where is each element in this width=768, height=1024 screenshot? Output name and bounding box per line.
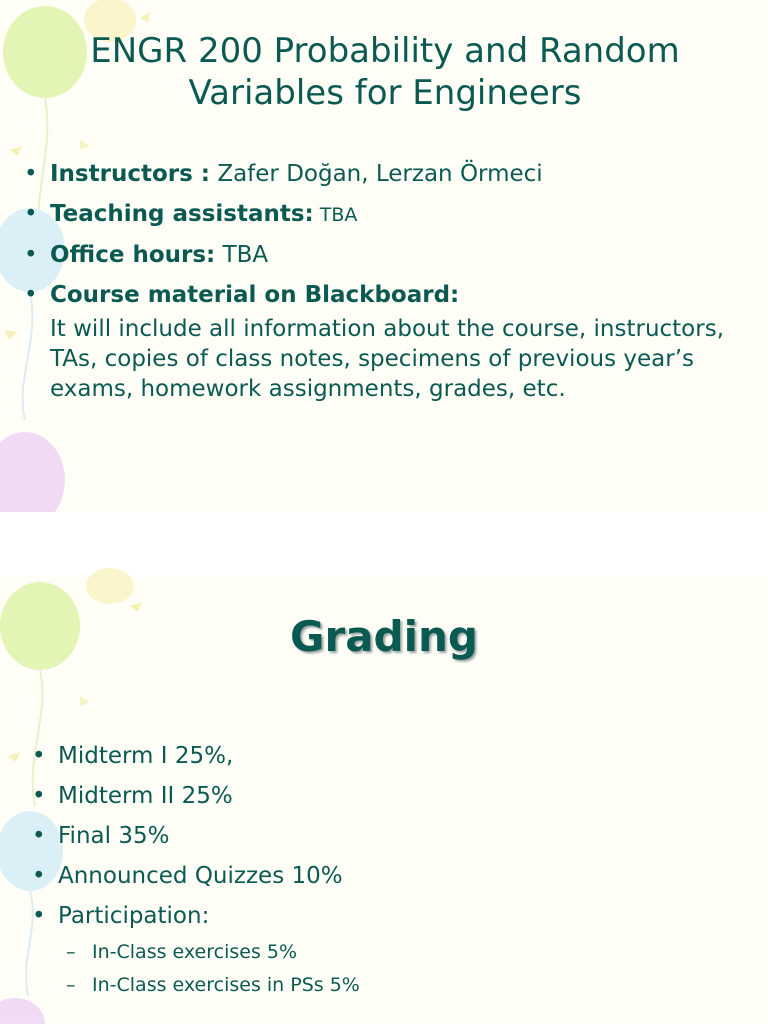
participation-label: Participation:	[58, 903, 210, 929]
sub-list-item: – In-Class exercises in PSs 5%	[58, 969, 730, 1002]
grading-list	[30, 736, 730, 1002]
list-item-instructors	[22, 154, 742, 194]
list-item-course-material	[22, 275, 742, 315]
instructors-value: Zafer Doğan, Lerzan Örmeci	[210, 161, 543, 187]
participation-sublist	[58, 936, 730, 1002]
list-item-office-hours	[22, 235, 742, 275]
course-material-label: Course material on Blackboard:	[50, 282, 460, 308]
slide-separator	[0, 512, 768, 576]
instructors-label: Instructors :	[50, 161, 211, 187]
list-item-teaching-assistants	[22, 194, 742, 235]
list-item-participation	[30, 896, 730, 1002]
list-item: • Announced Quizzes 10%	[30, 856, 730, 896]
grading-title: Grading	[290, 612, 478, 661]
list-item: • Final 35%	[30, 816, 730, 856]
info-list	[22, 154, 742, 315]
teaching-assistants-value: TBA	[313, 204, 358, 226]
balloon-yellow-icon	[86, 568, 134, 604]
slide-2	[0, 576, 768, 1024]
office-hours-label: Office hours:	[50, 242, 216, 268]
list-item: • Midterm I 25%,	[30, 736, 730, 776]
sub-list-item: – In-Class exercises 5%	[58, 936, 730, 969]
page-title: ENGR 200 Probability and Random Variables for Engineers	[90, 31, 680, 113]
office-hours-value: TBA	[215, 242, 269, 268]
list-item: • Midterm II 25%	[30, 776, 730, 816]
teaching-assistants-label: Teaching assistants:	[50, 201, 314, 227]
course-material-description: It will include all information about the course, instructors, TAs, copies of class notes, specimens of previous year’s exams, homework assignments, grades, etc.	[50, 316, 725, 402]
